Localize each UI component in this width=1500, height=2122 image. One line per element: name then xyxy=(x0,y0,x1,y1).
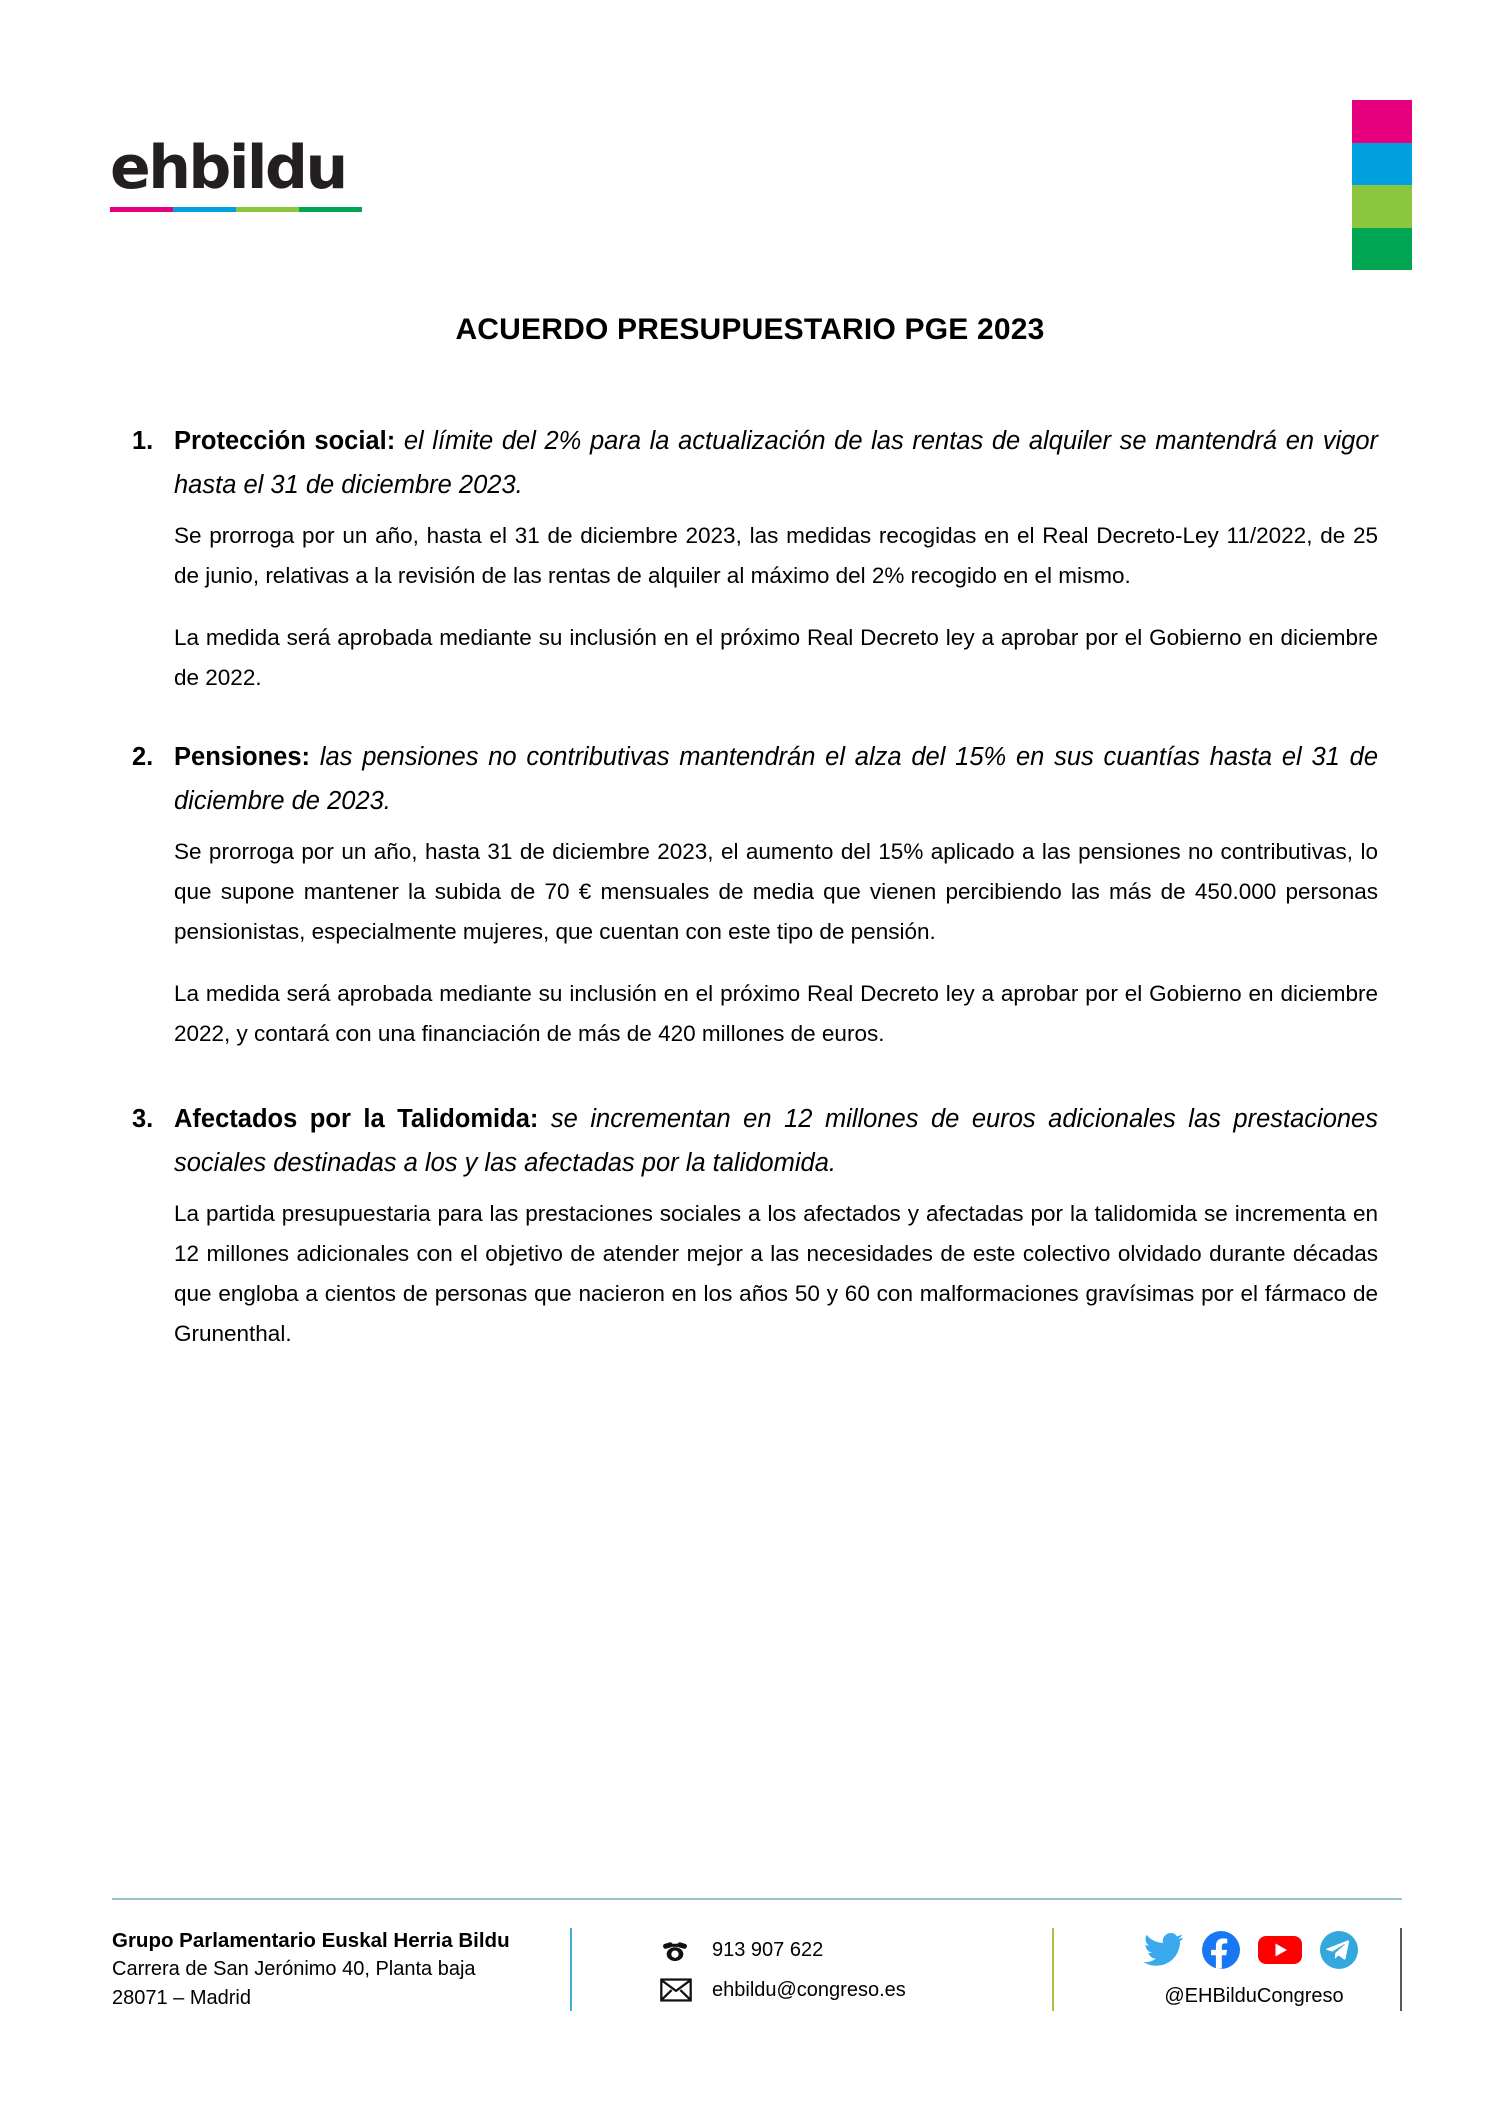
item-lead: Pensiones: xyxy=(174,742,311,771)
item-number: 3. xyxy=(132,1104,154,1133)
ehbildu-logo xyxy=(110,133,370,212)
paragraph: Se prorroga por un año, hasta 31 de diciembre 2023, el aumento del 15% aplicado a las pensiones no contributivas, lo que supone mantener la subida de 70 € mensuales de media que vienen percibiendo las más de 450.000 personas pensionistas, especialmente mujeres, que cuentan con este tipo de pensión. xyxy=(174,838,1378,944)
color-bar-lime xyxy=(1352,185,1412,228)
footer-columns xyxy=(112,1926,1402,2013)
youtube-icon[interactable] xyxy=(1258,1934,1302,1966)
twitter-icon[interactable] xyxy=(1144,1933,1184,1967)
social-handle: @EHBilduCongreso xyxy=(1164,1984,1344,2007)
item-body xyxy=(174,832,1378,1054)
section-spacer xyxy=(128,1058,1378,1098)
phone-number[interactable]: 913 907 622 xyxy=(712,1938,824,1961)
item-lead-rest: se incrementan en 12 millones de euros adicionales las prestaciones sociales destinadas a los y las afectadas por la talidomida. xyxy=(174,1104,1378,1177)
item-body xyxy=(174,1194,1378,1354)
item-heading xyxy=(128,1098,1378,1186)
logo-color-rule xyxy=(110,207,362,212)
item-heading xyxy=(128,736,1378,824)
item-heading-text xyxy=(174,736,1378,824)
item-lead-rest: las pensiones no contributivas mantendrán el alza del 15% en sus cuantías hasta el 31 de diciembre de 2023. xyxy=(174,742,1378,815)
document-body xyxy=(128,420,1378,1358)
document-footer xyxy=(112,1898,1402,2013)
footer-social-block xyxy=(1054,1926,1400,2013)
color-bar-pink xyxy=(1352,100,1412,143)
logo-rule-segment-pink xyxy=(110,207,173,212)
footer-divider-line xyxy=(112,1898,1402,1900)
color-bar-green xyxy=(1352,228,1412,271)
logo-rule-segment-blue xyxy=(173,207,236,212)
logo-wordmark: ehbildu xyxy=(110,133,346,203)
organization-name: Grupo Parlamentario Euskal Herria Bildu xyxy=(112,1929,510,1952)
item-heading-text xyxy=(174,1098,1378,1186)
item-lead: Afectados por la Talidomida: xyxy=(174,1104,539,1133)
paragraph: La partida presupuestaria para las prestaciones sociales a los afectados y afectadas por la talidomida se incrementa en 12 millones adicionales con el objetivo de atender mejor a las necesidades de este colectivo olvidado durante décadas que engloba a cientos de personas que nacieron en los años 50 y 60 con malformaciones gravísimas por el fármaco de Grunenthal. xyxy=(174,1200,1378,1346)
footer-vertical-divider-3 xyxy=(1400,1928,1402,2011)
facebook-icon[interactable] xyxy=(1202,1931,1240,1969)
item-heading xyxy=(128,420,1378,508)
paragraph: La medida será aprobada mediante su inclusión en el próximo Real Decreto ley a aprobar por el Gobierno en diciembre de 2022. xyxy=(174,624,1378,690)
paragraph: La medida será aprobada mediante su inclusión en el próximo Real Decreto ley a aprobar por el Gobierno en diciembre 2022, y contará con una financiación de más de 420 millones de euros. xyxy=(174,980,1378,1046)
address-line-1: Carrera de San Jerónimo 40, Planta baja xyxy=(112,1958,476,1981)
email-address[interactable]: ehbildu@congreso.es xyxy=(712,1978,906,2001)
email-row xyxy=(660,1977,1052,2003)
item-heading-text xyxy=(174,420,1378,508)
logo-rule-segment-lime xyxy=(236,207,299,212)
color-bar-blue xyxy=(1352,143,1412,186)
item-lead-rest: el límite del 2% para la actualización de las rentas de alquiler se mantendrá en vigor hasta el 31 de diciembre 2023. xyxy=(174,427,1378,499)
envelope-icon xyxy=(660,1978,712,2002)
telegram-icon[interactable] xyxy=(1320,1931,1358,1969)
logo-rule-segment-green xyxy=(299,207,362,212)
item-number: 2. xyxy=(132,742,154,771)
address-line-2: 28071 – Madrid xyxy=(112,1987,251,2010)
section-spacer xyxy=(128,702,1378,736)
brand-color-bars xyxy=(1352,100,1412,270)
item-number: 1. xyxy=(132,427,154,455)
item-body xyxy=(174,516,1378,698)
paragraph: Se prorroga por un año, hasta el 31 de diciembre 2023, las medidas recogidas en el Real Decreto-Ley 11/2022, de 25 de junio, relativas a la revisión de las rentas de alquiler al máximo del 2% recogido en el mismo. xyxy=(174,522,1378,588)
list-item xyxy=(128,1098,1378,1354)
telephone-icon xyxy=(660,1938,712,1962)
list-item xyxy=(128,736,1378,1054)
phone-row xyxy=(660,1937,1052,1963)
footer-address-block xyxy=(112,1926,570,2013)
footer-contact-block xyxy=(572,1926,1052,2013)
list-item xyxy=(128,420,1378,698)
social-icon-row xyxy=(1144,1931,1400,1969)
item-lead: Protección social: xyxy=(174,427,396,455)
page-title: ACUERDO PRESUPUESTARIO PGE 2023 xyxy=(455,313,1045,346)
document-header xyxy=(0,0,1500,290)
